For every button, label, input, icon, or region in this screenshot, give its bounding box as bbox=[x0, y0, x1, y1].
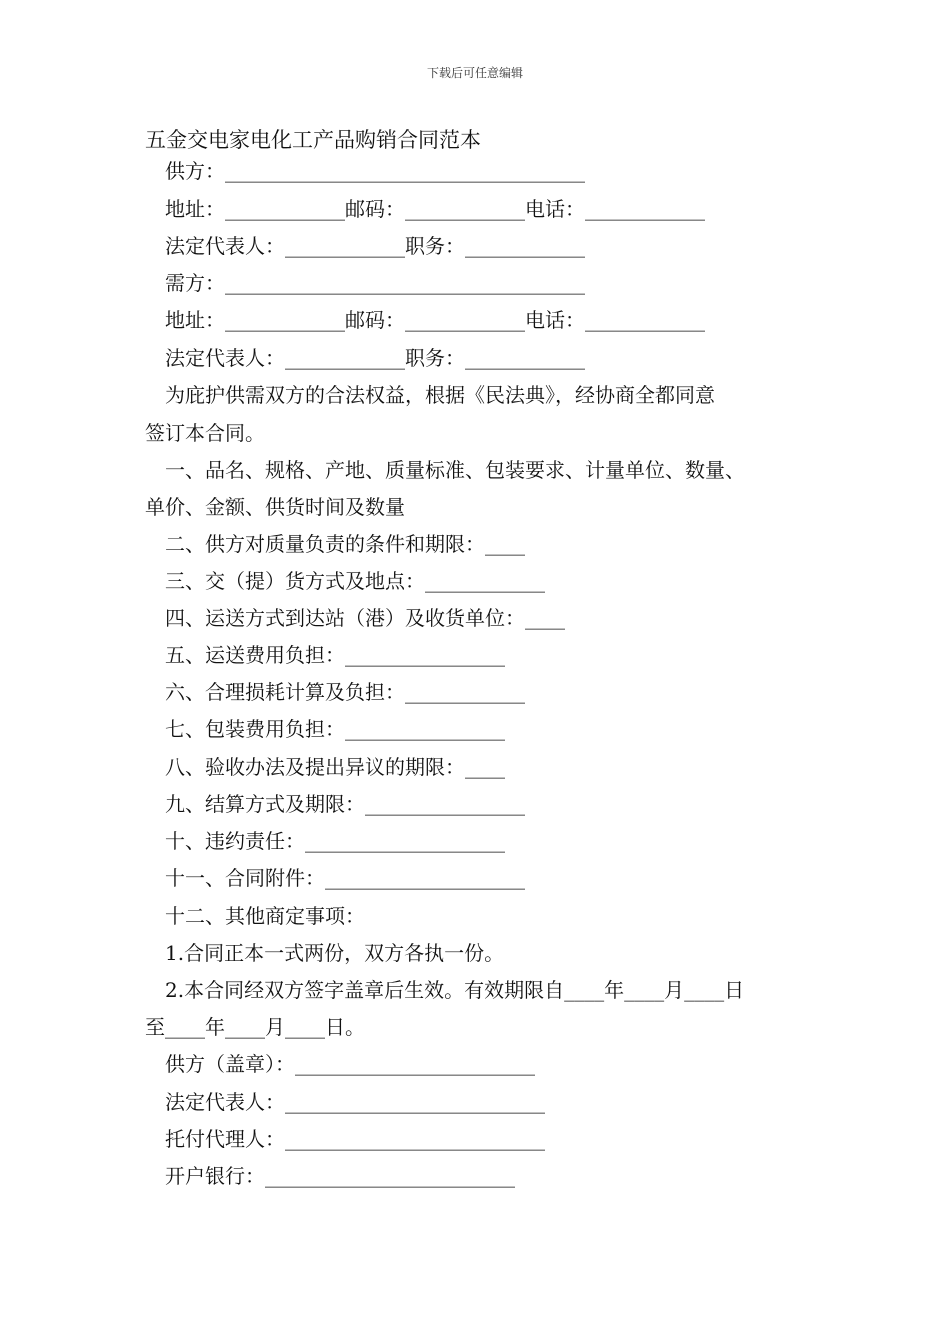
buyer-representative-line: 法定代表人：____________职务：____________ bbox=[165, 346, 585, 370]
preamble-line-continued: 签订本合同。 bbox=[145, 421, 265, 445]
bank-line: 开户银行：_________________________ bbox=[165, 1164, 515, 1188]
clause-6: 六、合理损耗计算及负担：____________ bbox=[165, 680, 525, 704]
term-2-continued: 至____年____月____日。 bbox=[145, 1015, 365, 1039]
supplier-seal-line: 供方（盖章）：________________________ bbox=[165, 1052, 535, 1076]
authorized-agent-line: 托付代理人：__________________________ bbox=[165, 1127, 545, 1151]
term-2: 2.本合同经双方签字盖章后生效。有效期限自____年____月____日 bbox=[165, 978, 745, 1002]
clause-4: 四、运送方式到达站（港）及收货单位：____ bbox=[165, 606, 565, 630]
buyer-address-line: 地址：____________邮码：____________电话：____________ bbox=[165, 308, 705, 332]
legal-representative-line: 法定代表人：__________________________ bbox=[165, 1090, 545, 1114]
clause-3: 三、交（提）货方式及地点：____________ bbox=[165, 569, 545, 593]
clause-8: 八、验收办法及提出异议的期限：____ bbox=[165, 755, 505, 779]
clause-1: 一、品名、规格、产地、质量标准、包装要求、计量单位、数量、 bbox=[165, 458, 745, 482]
clause-10: 十、违约责任：____________________ bbox=[165, 829, 505, 853]
clause-1-continued: 单价、金额、供货时间及数量 bbox=[145, 495, 405, 519]
clause-11: 十一、合同附件：____________________ bbox=[165, 866, 525, 890]
supplier-representative-line: 法定代表人：____________职务：____________ bbox=[165, 234, 585, 258]
clause-7: 七、包装费用负担：________________ bbox=[165, 717, 505, 741]
supplier-address-line: 地址：____________邮码：____________电话：____________ bbox=[165, 197, 705, 221]
clause-9: 九、结算方式及期限：________________ bbox=[165, 792, 525, 816]
preamble-line: 为庇护供需双方的合法权益，根据《民法典》，经协商全都同意 bbox=[165, 383, 715, 407]
term-1: 1.合同正本一式两份，双方各执一份。 bbox=[165, 941, 505, 965]
clause-5: 五、运送费用负担：________________ bbox=[165, 643, 505, 667]
clause-2: 二、供方对质量负责的条件和期限：____ bbox=[165, 532, 525, 556]
page-header: 下载后可任意编辑 bbox=[426, 66, 523, 80]
clause-12: 十二、其他商定事项： bbox=[165, 904, 365, 928]
supplier-line: 供方：____________________________________ bbox=[165, 159, 585, 183]
document-title: 五金交电家电化工产品购销合同范本 bbox=[145, 128, 481, 152]
buyer-line: 需方：____________________________________ bbox=[165, 271, 585, 295]
